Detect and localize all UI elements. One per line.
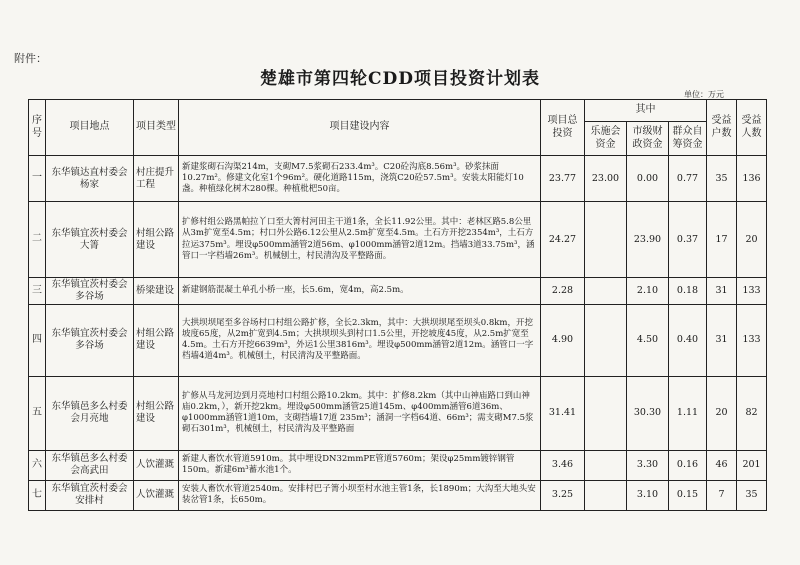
row-type: 村组公路建设 xyxy=(134,202,179,278)
row-city: 23.90 xyxy=(627,202,669,278)
header-city: 市级财政资金 xyxy=(627,122,669,156)
row-city: 30.30 xyxy=(627,376,669,450)
row-total: 3.25 xyxy=(541,480,585,510)
row-oxfam xyxy=(585,304,627,376)
row-self: 0.16 xyxy=(669,450,707,480)
row-total: 4.90 xyxy=(541,304,585,376)
row-idx: 四 xyxy=(29,304,46,376)
row-city: 0.00 xyxy=(627,156,669,202)
row-type: 人饮灌溉 xyxy=(134,480,179,510)
table-row xyxy=(29,156,767,202)
header-people: 受益人数 xyxy=(737,100,767,156)
row-total: 23.77 xyxy=(541,156,585,202)
table-row xyxy=(29,376,767,450)
row-oxfam xyxy=(585,278,627,305)
row-oxfam xyxy=(585,376,627,450)
header-self: 群众自筹资金 xyxy=(669,122,707,156)
table-row xyxy=(29,202,767,278)
row-households: 7 xyxy=(707,480,737,510)
row-location: 东华镇宜茨村委会多谷场 xyxy=(46,304,134,376)
row-content: 大拱坝坝尾至多谷场村口村组公路扩修，全长2.3km，其中：大拱坝坝尾至坝头0.8km，开挖坡度65度，从2m扩宽到4.5m；大拱坝坝头到村口1.5公里，开挖坡度45度，从2.5m扩宽至4.5m。土石方开挖6639m³，外运1公里3816m³。埋设φ500mm涵管2道12m。涵管口一字档墙4道4m³。机械刨土，村民清沟及平整路面。 xyxy=(179,304,541,376)
row-idx: 七 xyxy=(29,480,46,510)
row-content: 新建人畜饮水管道5910m。其中埋设DN32mmPE管道5760m；架设φ25mm镀锌钢管150m。新建6m³蓄水池1个。 xyxy=(179,450,541,480)
row-location: 东华镇宜茨村委会大箐 xyxy=(46,202,134,278)
row-idx: 三 xyxy=(29,278,46,305)
row-content: 新建浆砌石沟渠214m，支砌M7.5浆砌石233.4m³。C20砼沟底8.56m³。砂浆抹面10.27m²。修建文化室1个96m²。硬化道路115m，浇筑C20砼57.5m³。安装太阳能灯10盏。种植绿化树木280棵。种植枇杷50亩。 xyxy=(179,156,541,202)
row-content: 安装人畜饮水管道2540m。安排村巴子箐小坝至村水池主管1条，长1890m；大沟至大地头安装岔管1条，长650m。 xyxy=(179,480,541,510)
row-self: 0.40 xyxy=(669,304,707,376)
row-oxfam xyxy=(585,480,627,510)
row-oxfam xyxy=(585,450,627,480)
row-idx: 一 xyxy=(29,156,46,202)
row-location: 东华镇邑多么村委会高武田 xyxy=(46,450,134,480)
row-type: 桥梁建设 xyxy=(134,278,179,305)
row-households: 35 xyxy=(707,156,737,202)
row-people: 201 xyxy=(737,450,767,480)
header-type: 项目类型 xyxy=(134,100,179,156)
row-location: 东华镇宜茨村委会安排村 xyxy=(46,480,134,510)
row-content: 扩修村组公路黑帕拉丫口至大箐村河田主干道1条，全长11.92公里。其中：老林区路5.8公里从3m扩宽至4.5m；村口外公路6.12公里从2.5m扩宽至4.5m。土石方开挖2354m³，土石方拉运375m³。埋设φ500mm涵管2道56m、φ1000mm涵管2道12m。挡墙3道33.75m³，涵管口一字档墙26m³。机械刨土，村民清沟及平整路面。 xyxy=(179,202,541,278)
attachment-label: 附件： xyxy=(14,52,47,65)
row-people: 136 xyxy=(737,156,767,202)
row-content: 新建钢筋混凝土单孔小桥一座，长5.6m，宽4m，高2.5m。 xyxy=(179,278,541,305)
table-row xyxy=(29,304,767,376)
row-type: 村庄提升工程 xyxy=(134,156,179,202)
row-self: 0.18 xyxy=(669,278,707,305)
row-households: 31 xyxy=(707,278,737,305)
row-people: 35 xyxy=(737,480,767,510)
table-row xyxy=(29,480,767,510)
row-people: 82 xyxy=(737,376,767,450)
row-self: 0.15 xyxy=(669,480,707,510)
row-total: 3.46 xyxy=(541,450,585,480)
row-location: 东华镇邑多么村委会月亮地 xyxy=(46,376,134,450)
row-location: 东华镇宜茨村委会多谷场 xyxy=(46,278,134,305)
header-households: 受益户数 xyxy=(707,100,737,156)
row-type: 人饮灌溉 xyxy=(134,450,179,480)
row-oxfam xyxy=(585,202,627,278)
row-people: 133 xyxy=(737,278,767,305)
row-total: 2.28 xyxy=(541,278,585,305)
row-people: 20 xyxy=(737,202,767,278)
investment-table xyxy=(28,99,767,511)
row-households: 17 xyxy=(707,202,737,278)
row-oxfam: 23.00 xyxy=(585,156,627,202)
row-total: 31.41 xyxy=(541,376,585,450)
row-location: 东华镇达直村委会杨家 xyxy=(46,156,134,202)
row-city: 2.10 xyxy=(627,278,669,305)
row-self: 0.37 xyxy=(669,202,707,278)
row-city: 4.50 xyxy=(627,304,669,376)
row-households: 20 xyxy=(707,376,737,450)
row-city: 3.10 xyxy=(627,480,669,510)
header-oxfam: 乐施会资金 xyxy=(585,122,627,156)
unit-label: 单位：万元 xyxy=(684,90,724,99)
row-people: 133 xyxy=(737,304,767,376)
header-idx: 序号 xyxy=(29,100,46,156)
row-total: 24.27 xyxy=(541,202,585,278)
row-idx: 二 xyxy=(29,202,46,278)
table-row xyxy=(29,278,767,305)
row-idx: 六 xyxy=(29,450,46,480)
page-title: 楚雄市第四轮CDD项目投资计划表 xyxy=(259,69,540,89)
header-content: 项目建设内容 xyxy=(179,100,541,156)
header-total: 项目总投资 xyxy=(541,100,585,156)
row-type: 村组公路建设 xyxy=(134,304,179,376)
row-idx: 五 xyxy=(29,376,46,450)
row-self: 0.77 xyxy=(669,156,707,202)
table-row xyxy=(29,450,767,480)
row-city: 3.30 xyxy=(627,450,669,480)
header-sub-group: 其中 xyxy=(585,100,707,122)
header-location: 项目地点 xyxy=(46,100,134,156)
row-households: 31 xyxy=(707,304,737,376)
row-content: 扩修从马龙河边到月亮地村口村组公路10.2km。其中：扩修8.2km（其中山神庙路口到山神庙0.2km，），新开挖2km。埋设φ500mm涵管25道145m、φ400mm涵管6道36m、φ1000mm涵管1道10m，支砌挡墙17道 235m³；涵洞一字档64道、66m³；需支砌M7.5浆砌石301m³，机械刨土，村民清沟及平整路面 xyxy=(179,376,541,450)
row-self: 1.11 xyxy=(669,376,707,450)
row-type: 村组公路建设 xyxy=(134,376,179,450)
row-households: 46 xyxy=(707,450,737,480)
